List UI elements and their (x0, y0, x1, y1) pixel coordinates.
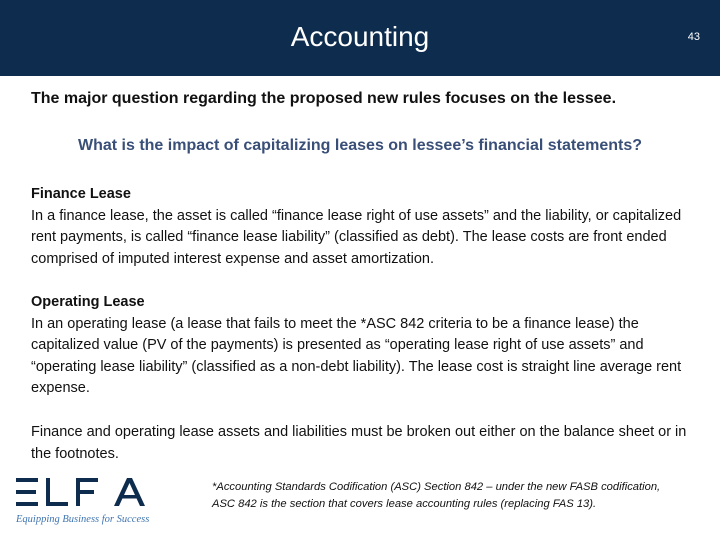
key-question: What is the impact of capitalizing leases on lessee’s financial statements? (77, 137, 643, 154)
header-bar (0, 0, 720, 76)
finance-lease-section (31, 184, 699, 270)
logo-tagline: Equipping Business for Success (16, 514, 150, 525)
operating-lease-body: In an operating lease (a lease that fails to meet the *ASC 842 criteria to be a finance lease) the capitalized value (PV of the payments) is presented as “operating lease right of use assets” and “operating lease liability” (classified as a non-debt liability). The lease cost is straight line average rent expense. (31, 315, 682, 396)
lead-statement: The major question regarding the proposed new rules focuses on the lessee. (31, 90, 617, 107)
finance-lease-title: Finance Lease (31, 186, 131, 202)
finance-lease-body: In a finance lease, the asset is called “finance lease right of use assets” and the liability, or capitalized rent payments, is called “finance lease liability” (classified as debt). The lease costs are front ended comprised of imputed interest expense and asset amortization. (31, 207, 682, 267)
closing-statement: Finance and operating lease assets and liabilities must be broken out either on the balance sheet or in the footnotes. (31, 424, 687, 462)
operating-lease-title: Operating Lease (31, 294, 145, 310)
page-number: 43 (687, 31, 700, 43)
slide-title: Accounting (290, 21, 430, 52)
operating-lease-section (31, 292, 699, 400)
footnote: *Accounting Standards Codification (ASC) Section 842 – under the new FASB codification, ASC 842 is the section that covers lease accounting rules (replacing FAS 13). (212, 481, 661, 510)
